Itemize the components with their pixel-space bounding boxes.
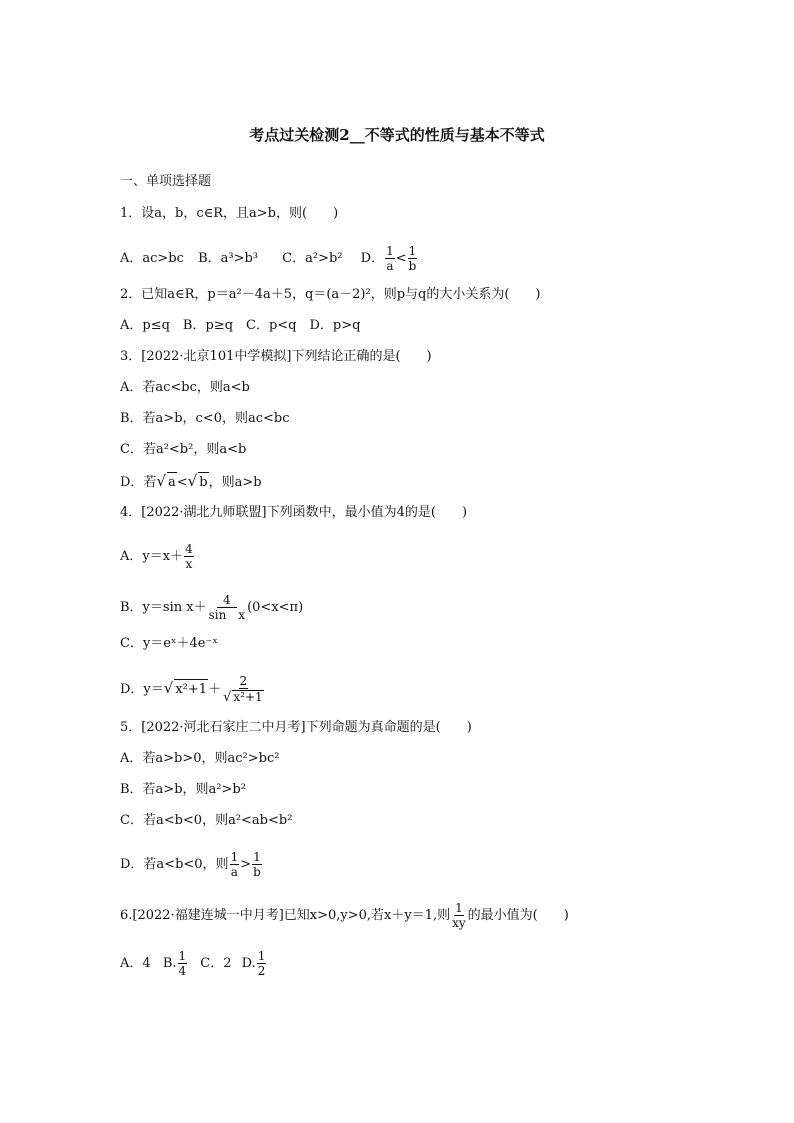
q5-option-b: B．若a>b，则a²>b²: [120, 782, 246, 797]
denominator: a: [230, 865, 238, 879]
radicand: a: [167, 472, 177, 493]
q1-stem: 1．设a，b，c∈R，且a>b，则( ): [120, 206, 339, 221]
q3-option-b: B．若a>b，c<0，则ac<bc: [120, 411, 290, 426]
q6-options: [120, 950, 267, 977]
fraction: [385, 245, 395, 272]
q6-option-b-label: B.: [162, 956, 177, 971]
fraction: [408, 245, 418, 272]
denominator: b: [408, 259, 417, 273]
q1-option-a: A．ac>bc: [120, 251, 184, 266]
q5-option-d: [120, 851, 263, 878]
fraction: [451, 902, 467, 929]
q1-option-d: [360, 244, 419, 273]
q4-option-d: [120, 675, 266, 704]
q3-stem: 3．[2022·北京101中学模拟]下列结论正确的是( ): [120, 349, 432, 364]
q2-options: A．p≤q B．p≥q C．p<q D．p>q: [120, 318, 361, 333]
sqrt-icon: √: [223, 690, 232, 705]
radicand: x²+1: [233, 690, 263, 704]
numerator: 1: [408, 244, 417, 258]
numerator: 1: [178, 949, 187, 963]
q4-option-b-range: (0<x<π): [247, 600, 304, 615]
q5-stem: 5．[2022·河北石家庄二中月考]下列命题为真命题的是( ): [120, 720, 472, 735]
q2-stem: 2．已知a∈R，p＝a²－4a＋5，q＝(a－2)²，则p与q的大小关系为( ): [120, 287, 541, 302]
q6-stem: [120, 902, 569, 929]
q4-option-a: [120, 543, 195, 570]
fraction: [208, 594, 247, 621]
numerator: 1: [253, 850, 261, 864]
page-title: 考点过关检测2__不等式的性质与基本不等式: [249, 126, 545, 144]
q6-option-a: A．4: [120, 956, 151, 971]
q6-option-d-label: D.: [241, 956, 256, 971]
denominator: b: [253, 865, 261, 879]
q6-stem-tail: 的最小值为( ): [467, 908, 569, 923]
fraction: [257, 950, 267, 977]
q3-option-a: A．若ac<bc，则a<b: [120, 380, 250, 395]
q1-options: [120, 245, 418, 272]
q6-option-c: C．2: [200, 956, 232, 971]
fraction: [252, 851, 262, 878]
denominator: a: [386, 259, 394, 273]
numerator: 1: [230, 850, 239, 864]
sqrt-icon: √: [156, 472, 166, 490]
fraction: [230, 851, 240, 878]
q1-option-d-label: D．: [360, 251, 385, 266]
q1-option-b: B．a³>b³: [198, 251, 259, 266]
numerator: 4: [185, 542, 193, 556]
denominator: 2: [257, 964, 266, 978]
q4-option-c: C．y＝eˣ＋4e⁻ˣ: [120, 636, 218, 651]
q6-stem-text: 6.[2022·福建连城一中月考]已知x>0,y>0,若x＋y＝1,则: [120, 908, 451, 923]
q4-stem: 4．[2022·湖北九师联盟]下列函数中，最小值为4的是( ): [120, 505, 468, 520]
q6-option-b: [162, 949, 188, 978]
q5-option-d-label: D．若a<b<0，则: [120, 857, 229, 872]
numerator: 1: [455, 901, 463, 915]
sqrt-icon: √: [187, 472, 198, 490]
q3-option-c: C．若a²<b²，则a<b: [120, 442, 247, 457]
q3-option-d: [120, 471, 262, 493]
q3-option-d-label: D．若: [120, 475, 157, 490]
denominator: [222, 689, 265, 704]
radicand: b: [198, 472, 208, 493]
operator: ＋: [208, 682, 222, 697]
section-heading: 一、单项选择题: [120, 174, 212, 189]
numerator: 1: [386, 244, 394, 258]
numerator: 2: [239, 674, 248, 688]
q4-option-d-label: D．y＝: [120, 682, 164, 697]
q4-option-b-label: B．y＝sin x＋: [120, 600, 207, 615]
denominator: xy: [452, 916, 466, 930]
q5-option-a: A．若a>b>0，则ac²>bc²: [120, 751, 280, 766]
q3-option-d-tail: ，则a>b: [208, 475, 262, 490]
q6-option-d: [241, 949, 268, 978]
denominator: sin x: [208, 608, 246, 622]
q1-option-c: C．a²>b²: [282, 251, 343, 266]
fraction: [184, 543, 194, 570]
operator: <: [176, 475, 188, 490]
denominator: 4: [178, 964, 187, 978]
q4-option-a-label: A．y＝x＋: [120, 549, 184, 564]
sqrt-icon: √: [163, 679, 174, 697]
operator: >: [240, 857, 252, 872]
numerator: 4: [217, 594, 237, 608]
q4-option-b: [120, 594, 303, 621]
denominator: x: [185, 557, 193, 571]
q5-option-c: C．若a<b<0，则a²<ab<b²: [120, 813, 293, 828]
fraction: [222, 675, 265, 704]
radicand: x²+1: [174, 679, 208, 700]
operator: <: [395, 251, 407, 266]
fraction: [178, 950, 188, 977]
numerator: 1: [257, 949, 266, 963]
